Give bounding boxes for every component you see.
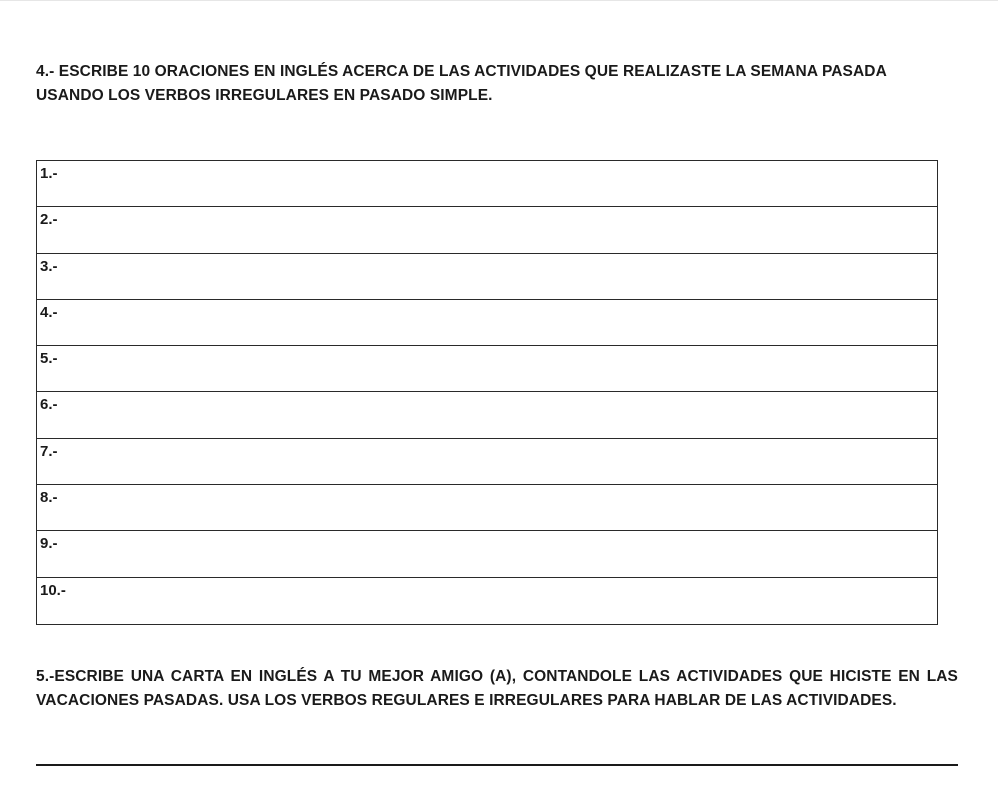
answer-table [36,160,938,625]
letter-writing-line[interactable] [36,764,958,766]
answer-row-2[interactable] [37,207,937,253]
answer-row-6[interactable] [37,392,937,438]
page-top-edge [0,0,998,1]
row-number: 4.- [40,303,58,321]
row-number: 3.- [40,257,58,275]
row-number: 2.- [40,211,58,229]
answer-row-3[interactable] [37,254,937,300]
row-number: 5.- [40,350,58,368]
answer-row-10[interactable] [37,578,937,624]
question-5-instruction: 5.-ESCRIBE UNA CARTA EN INGLÉS A TU MEJOR AMIGO (A), CONTANDOLE LAS ACTIVIDADES QUE HICISTE EN LAS VACACIONES PASADAS. USA LOS VERBOS REGULARES E IRREGULARES PARA HABLAR DE LAS ACTIVIDADES. [36,668,958,709]
row-number: 7.- [40,442,58,460]
answer-row-9[interactable] [37,531,937,577]
row-number: 6.- [40,396,58,414]
row-number: 9.- [40,535,58,553]
answer-row-1[interactable] [37,161,937,207]
row-number: 10.- [40,581,66,599]
row-number: 1.- [40,165,58,182]
row-number: 8.- [40,489,58,507]
question-4-instruction: 4.- ESCRIBE 10 ORACIONES EN INGLÉS ACERCA DE LAS ACTIVIDADES QUE REALIZASTE LA SEMANA PASADA USANDO LOS VERBOS IRREGULARES EN PASADO SIMPLE. [36,63,887,104]
answer-row-5[interactable] [37,346,937,392]
answer-row-7[interactable] [37,439,937,485]
answer-row-8[interactable] [37,485,937,531]
answer-row-4[interactable] [37,300,937,346]
